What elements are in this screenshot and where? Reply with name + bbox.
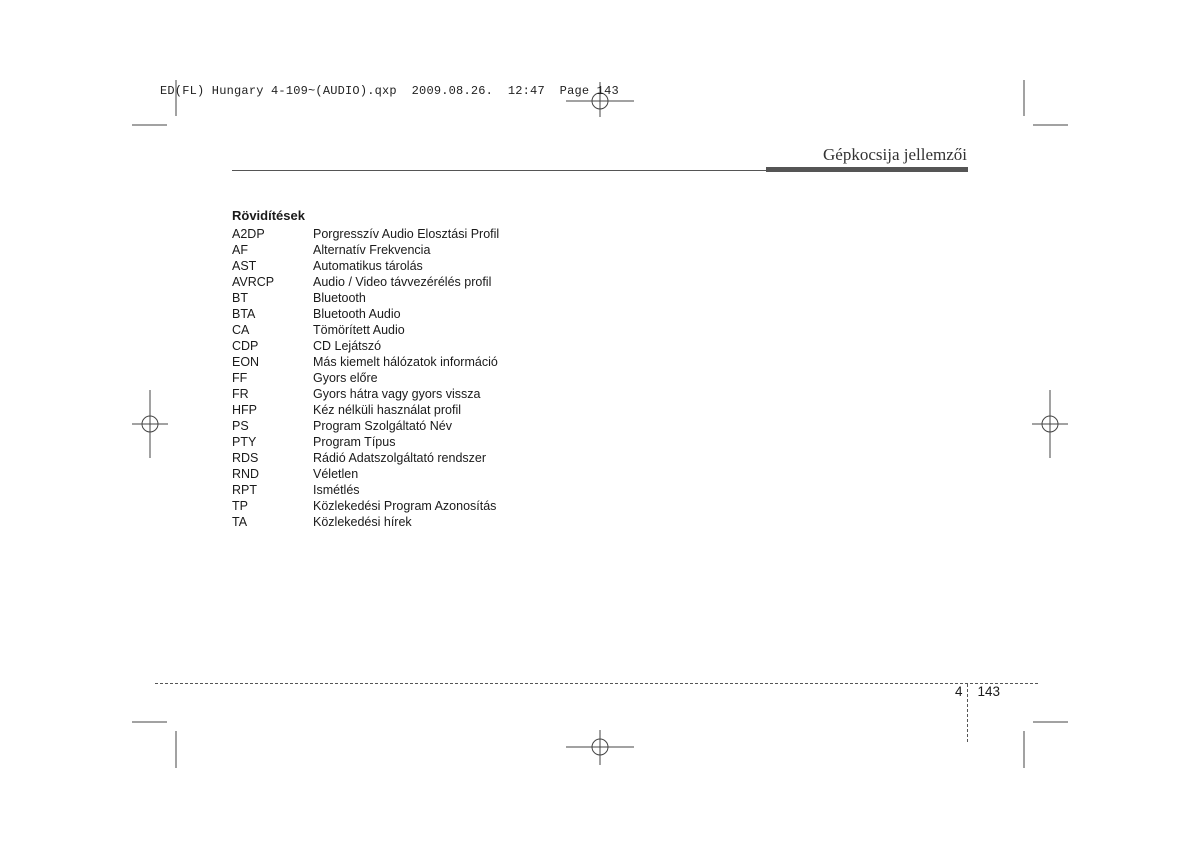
abbreviation-description: Ismétlés [313, 483, 360, 497]
abbreviation-row [232, 322, 499, 338]
abbreviation-code: BT [232, 291, 248, 305]
registration-mark-bottom [566, 730, 634, 765]
registration-mark-right [1032, 390, 1068, 458]
abbreviation-code: TA [232, 515, 248, 529]
footer-rule [155, 683, 1038, 684]
page-number-value: 143 [977, 684, 1001, 699]
abbreviation-code: BTA [232, 307, 256, 321]
abbreviation-code: RND [232, 467, 260, 481]
abbreviation-description: Audio / Video távvezérélés profil [313, 275, 492, 289]
registration-mark-left [132, 390, 168, 458]
abbreviation-row [232, 338, 499, 354]
header-bar [766, 167, 968, 172]
abbreviation-description: Alternatív Frekvencia [313, 243, 431, 257]
abbreviation-description: CD Lejátszó [313, 339, 382, 353]
abbreviation-code: AST [232, 259, 257, 273]
abbreviation-description: Más kiemelt hálózatok információ [313, 355, 498, 369]
abbreviation-row [232, 498, 499, 514]
abbreviation-description: Tömörített Audio [313, 323, 405, 337]
abbreviation-description: Közlekedési Program Azonosítás [313, 499, 497, 513]
abbreviation-code: TP [232, 499, 248, 513]
abbreviation-row [232, 242, 499, 258]
abbreviation-row [232, 386, 499, 402]
abbreviation-row [232, 290, 499, 306]
abbreviation-description: Automatikus tárolás [313, 259, 423, 273]
abbreviations-list [232, 207, 499, 530]
abbreviation-code: PTY [232, 435, 257, 449]
abbreviation-code: HFP [232, 403, 257, 417]
abbreviation-row [232, 354, 499, 370]
abbreviation-code: EON [232, 355, 260, 369]
abbreviation-description: Bluetooth [313, 291, 366, 305]
section-title: Gépkocsija jellemzői [823, 145, 967, 164]
abbreviation-row [232, 434, 499, 450]
abbreviation-description: Gyors hátra vagy gyors vissza [313, 387, 481, 401]
abbreviation-code: AVRCP [232, 275, 275, 289]
abbreviation-row [232, 258, 499, 274]
abbreviation-description: Program Típus [313, 435, 396, 449]
abbreviation-description: Program Szolgáltató Név [313, 419, 452, 433]
abbreviation-row [232, 306, 499, 322]
chapter-number: 4 [955, 684, 963, 699]
page-number [955, 684, 1000, 699]
abbreviation-description: Gyors előre [313, 371, 378, 385]
print-slug: ED(FL) Hungary 4-109~(AUDIO).qxp 2009.08.26. 12:47 Page 143 [160, 84, 619, 98]
abbreviation-description: Kéz nélküli használat profil [313, 403, 461, 417]
abbreviation-description: Közlekedési hírek [313, 515, 412, 529]
abbreviation-description: Rádió Adatszolgáltató rendszer [313, 451, 487, 465]
abbreviation-row [232, 450, 499, 466]
header-rule [232, 170, 766, 171]
abbreviation-code: AF [232, 243, 248, 257]
abbreviation-code: A2DP [232, 227, 265, 241]
abbreviation-code: FR [232, 387, 249, 401]
abbreviation-code: PS [232, 419, 249, 433]
abbreviation-row [232, 274, 499, 290]
abbreviation-description: Bluetooth Audio [313, 307, 401, 321]
abbreviation-rows [232, 226, 499, 530]
abbreviation-code: RPT [232, 483, 257, 497]
abbreviation-row [232, 466, 499, 482]
abbreviation-row [232, 226, 499, 242]
abbreviation-row [232, 482, 499, 498]
abbreviation-row [232, 370, 499, 386]
abbreviation-description: Porgresszív Audio Elosztási Profil [313, 227, 500, 241]
abbreviation-code: CA [232, 323, 250, 337]
abbreviation-row [232, 402, 499, 418]
abbreviation-description: Véletlen [313, 467, 359, 481]
abbreviation-code: CDP [232, 339, 259, 353]
abbreviations-heading: Rövidítések [232, 208, 305, 223]
abbreviation-row [232, 514, 499, 530]
abbreviation-code: FF [232, 371, 248, 385]
abbreviation-row [232, 418, 499, 434]
abbreviation-code: RDS [232, 451, 259, 465]
